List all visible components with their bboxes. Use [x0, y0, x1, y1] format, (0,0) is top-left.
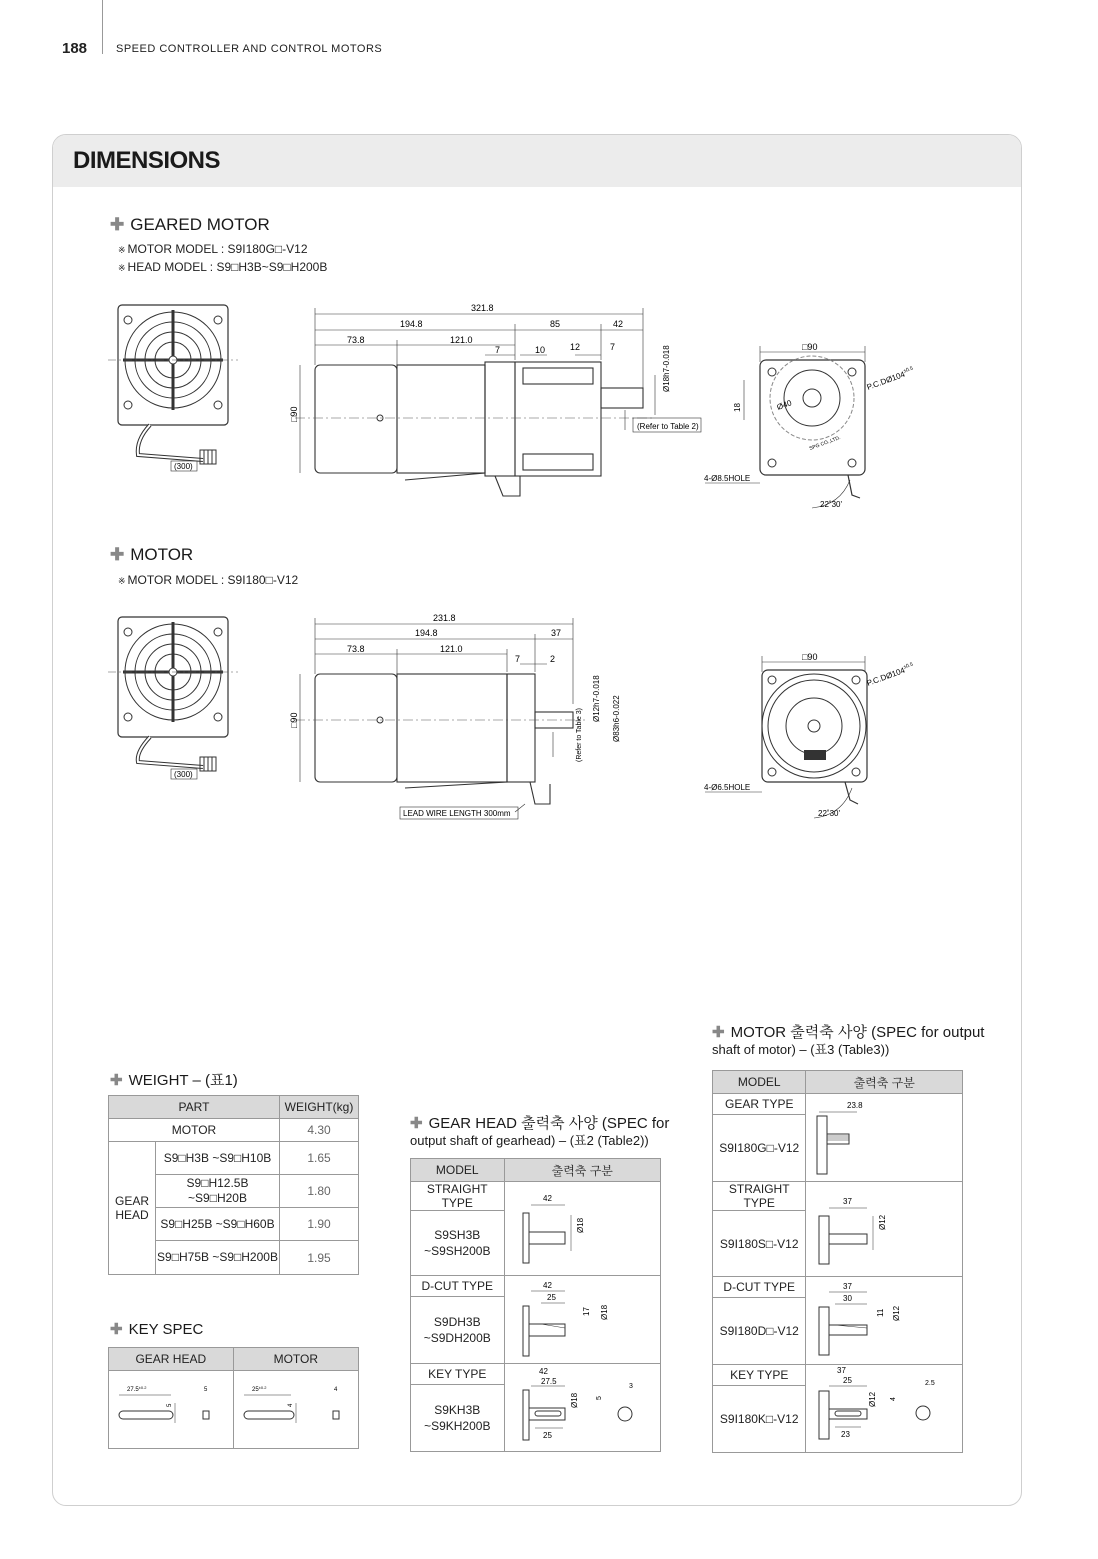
motor-dcut-len: 37	[843, 1282, 853, 1291]
motor-model-label: S9I180G□-V12	[713, 1115, 806, 1182]
gear-dcut-drawing-cell	[504, 1276, 660, 1364]
gear-dcut-flat: 25	[547, 1293, 557, 1302]
weight-heading: ✚ WEIGHT – (표1)	[110, 1072, 238, 1089]
key-col-motor: MOTOR	[233, 1348, 358, 1371]
motor-dim-body: □90	[289, 712, 299, 728]
running-title: SPEED CONTROLLER AND CONTROL MOTORS	[116, 43, 383, 55]
geared-dim-85: 85	[550, 319, 561, 329]
geared-dim-121: 121.0	[450, 335, 473, 345]
gear-type-label: STRAIGHT TYPE	[411, 1182, 505, 1211]
key-spec-heading: ✚ KEY SPEC	[110, 1321, 204, 1338]
key-col-gear-head: GEAR HEAD	[109, 1348, 234, 1371]
motor-dim-73: 73.8	[347, 644, 365, 654]
weight-value-cell: 1.80	[280, 1175, 359, 1208]
gear-dcut-flat-depth: 17	[582, 1307, 592, 1316]
gear-type-label: D-CUT TYPE	[411, 1276, 505, 1297]
geared-dim-40: Ø40	[775, 398, 793, 412]
gear-model-label: S9SH3B ~S9SH200B	[411, 1211, 505, 1276]
weight-value-cell: 1.95	[280, 1241, 359, 1275]
geared-back-view-drawing	[108, 300, 238, 475]
panel-header	[53, 135, 1021, 187]
motor-dim-2: 2	[550, 654, 556, 664]
geared-dim-18: 18	[733, 403, 742, 412]
motor-straight-drawing	[809, 1186, 959, 1270]
motor-dim-pilot: Ø83h6-0.022	[612, 695, 621, 742]
motor-model: MOTOR MODEL : S9I180□-V12	[127, 573, 299, 587]
motor-dim-194: 194.8	[415, 628, 438, 638]
geared-dim-angle: 22˚30'	[820, 500, 842, 509]
gear-model-label: S9DH3B ~S9DH200B	[411, 1297, 505, 1364]
motor-key-key-length: 23	[841, 1430, 851, 1439]
weight-table	[108, 1095, 359, 1275]
motor-type-label: GEAR TYPE	[713, 1094, 806, 1115]
geared-dim-7a: 7	[495, 345, 501, 355]
plus-icon: ✚	[110, 1072, 123, 1089]
motor-gear-len: 23.8	[847, 1101, 863, 1110]
key-motor-length: $25^{\pm 0.2}$	[251, 1385, 267, 1393]
key-gear-height: 5	[166, 1403, 173, 1407]
motor-dcut-flat-depth: 11	[876, 1308, 886, 1317]
gear-key-dia: Ø18	[570, 1392, 580, 1408]
gear-key-slot: 27.5	[541, 1377, 557, 1386]
motor-key-dia: Ø12	[868, 1391, 878, 1407]
motor-model-label: S9I180D□-V12	[713, 1298, 806, 1365]
geared-dim-pcd: $P.C.DØ104^{\pm 0.5}$	[865, 365, 914, 392]
gear-straight-len: 42	[543, 1194, 553, 1203]
motor-dcut-drawing	[809, 1277, 959, 1361]
motor-model-label: S9I180S□-V12	[713, 1211, 806, 1277]
plus-icon: ✚	[410, 1115, 423, 1132]
gear-col-shaft: 출력축 구분	[504, 1159, 660, 1182]
key-motor-height: 4	[287, 1403, 294, 1407]
motor-model-note: ※ MOTOR MODEL : S9I180□-V12	[118, 573, 299, 587]
key-gear-width: 5	[203, 1387, 208, 1393]
gear-straight-drawing	[507, 1185, 657, 1269]
motor-dcut-dia: Ø12	[892, 1305, 902, 1321]
weight-col-part: PART	[109, 1096, 280, 1119]
weight-model-cell: S9□H3B ~S9□H10B	[156, 1142, 280, 1175]
geared-dim-7b: 7	[610, 342, 616, 352]
key-spec-table	[108, 1347, 359, 1449]
motor-key-drawing-cell	[806, 1365, 963, 1453]
weight-model-cell: S9□H75B ~S9□H200B	[156, 1241, 280, 1275]
gear-shaft-heading: ✚ GEAR HEAD 출력축 사양 (SPEC for output shaft of gearhead) – (표2 (Table2))	[410, 1115, 670, 1148]
motor-shaft-table	[712, 1070, 963, 1453]
gear-key-len: 42	[539, 1367, 549, 1376]
motor-dim-hole: 4-Ø6.5HOLE	[704, 783, 751, 792]
motor-straight-drawing-cell	[806, 1182, 963, 1277]
gear-model-label: S9KH3B ~S9KH200B	[411, 1385, 505, 1452]
key-gear-drawing	[111, 1373, 231, 1443]
key-motor-drawing	[236, 1373, 356, 1443]
gear-shaft-table	[410, 1158, 661, 1452]
geared-dim-12: 12	[570, 342, 581, 352]
geared-dim-total: 321.8	[471, 303, 494, 313]
key-motor-width: 4	[333, 1387, 338, 1393]
weight-motor-value: 4.30	[280, 1119, 359, 1142]
motor-cable-label: (300)	[174, 770, 193, 779]
motor-model-label: S9I180K□-V12	[713, 1386, 806, 1453]
geared-dim-body: □90	[289, 406, 299, 422]
motor-col-shaft: 출력축 구분	[806, 1071, 963, 1094]
panel-title: DIMENSIONS	[73, 147, 221, 174]
geared-motor-heading: ✚ GEARED MOTOR	[110, 215, 270, 234]
motor-type-label: KEY TYPE	[713, 1365, 806, 1386]
motor-key-depth: 2.5	[925, 1380, 935, 1387]
geared-dim-73: 73.8	[347, 335, 365, 345]
geared-maker-mark: SPG CO.,LTD.	[808, 435, 842, 452]
motor-dim-7: 7	[515, 654, 521, 664]
motor-refer-note: (Refer to Table 3)	[576, 708, 583, 762]
geared-dim-42: 42	[613, 319, 624, 329]
motor-straight-dia: Ø12	[878, 1214, 888, 1230]
motor-type-label: STRAIGHT TYPE	[713, 1182, 806, 1211]
key-motor-drawing-cell	[233, 1371, 358, 1449]
geared-refer-note: (Refer to Table 2)	[637, 422, 699, 431]
geared-dim-hole: 4-Ø8.5HOLE	[704, 474, 751, 483]
motor-back-view-drawing	[108, 612, 238, 787]
motor-dcut-flat: 30	[843, 1294, 853, 1303]
header-divider	[102, 0, 103, 54]
plus-icon: ✚	[110, 215, 125, 234]
motor-heading: ✚ MOTOR	[110, 545, 194, 564]
motor-dim-37: 37	[551, 628, 562, 638]
gear-type-label: KEY TYPE	[411, 1364, 505, 1385]
motor-front-view-drawing	[700, 650, 930, 830]
weight-motor-label: MOTOR	[109, 1119, 280, 1142]
weight-col-weight: WEIGHT(kg)	[280, 1096, 359, 1119]
gear-dcut-drawing	[507, 1276, 657, 1360]
weight-value-cell: 1.65	[280, 1142, 359, 1175]
motor-side-view-drawing	[285, 612, 645, 822]
gear-key-drawing-cell	[504, 1364, 660, 1452]
motor-gear-drawing	[809, 1094, 959, 1178]
geared-dim-shaft: Ø18h7-0.018	[662, 345, 671, 392]
plus-icon: ✚	[110, 1321, 123, 1338]
geared-head-model: HEAD MODEL : S9□H3B~S9□H200B	[127, 260, 328, 274]
motor-dcut-drawing-cell	[806, 1277, 963, 1365]
weight-value-cell: 1.90	[280, 1208, 359, 1241]
geared-front-view-drawing	[700, 340, 930, 515]
motor-dim-pcd: $P.C.DØ104^{\pm 0.5}$	[865, 661, 914, 688]
key-gear-drawing-cell	[109, 1371, 234, 1449]
key-gear-length: $27.5^{\pm 0.2}$	[126, 1385, 147, 1393]
geared-cable-label: (300)	[174, 462, 193, 471]
plus-icon: ✚	[110, 545, 125, 564]
motor-key-height: 4	[890, 1397, 898, 1401]
page-number: 188	[62, 40, 88, 57]
motor-key-drawing	[809, 1365, 959, 1449]
geared-motor-model: MOTOR MODEL : S9I180G□-V12	[127, 242, 308, 256]
motor-dim-121: 121.0	[440, 644, 463, 654]
gear-key-height: 5	[596, 1396, 604, 1400]
motor-lead-wire-note: LEAD WIRE LENGTH 300mm	[403, 809, 511, 818]
motor-dim-angle: 22˚30'	[818, 809, 840, 818]
geared-dim-10: 10	[535, 345, 546, 355]
gear-key-key-length: 25	[543, 1431, 553, 1440]
geared-dim-194: 194.8	[400, 319, 423, 329]
gear-straight-dia: Ø18	[576, 1217, 586, 1233]
plus-icon: ✚	[712, 1024, 725, 1041]
weight-model-cell: S9□H25B ~S9□H60B	[156, 1208, 280, 1241]
motor-type-label: D-CUT TYPE	[713, 1277, 806, 1298]
geared-dim-flange: □90	[802, 342, 818, 352]
gear-straight-drawing-cell	[504, 1182, 660, 1276]
gear-col-model: MODEL	[411, 1159, 505, 1182]
motor-col-model: MODEL	[713, 1071, 806, 1094]
geared-model-notes: ※ MOTOR MODEL : S9I180G□-V12 ※ HEAD MODEL : S9□H3B~S9□H200B	[118, 242, 328, 274]
motor-straight-len: 37	[843, 1196, 853, 1206]
motor-dim-shaft: Ø12h7-0.018	[592, 675, 601, 722]
motor-key-slot: 25	[843, 1376, 853, 1385]
motor-gear-drawing-cell	[806, 1094, 963, 1182]
gear-dcut-len: 42	[543, 1281, 553, 1290]
motor-dim-total: 231.8	[433, 613, 456, 623]
motor-shaft-heading: ✚ MOTOR 출력축 사양 (SPEC for output shaft of motor) – (표3 (Table3))	[712, 1024, 985, 1057]
weight-gear-head-label: GEAR HEAD	[109, 1142, 156, 1275]
geared-side-view-drawing	[285, 300, 710, 510]
gear-key-drawing	[507, 1364, 657, 1448]
gear-dcut-dia: Ø18	[600, 1304, 610, 1320]
weight-model-cell: S9□H12.5B ~S9□H20B	[156, 1175, 280, 1208]
motor-key-len: 37	[837, 1366, 847, 1375]
gear-key-depth: 3	[629, 1383, 634, 1390]
motor-dim-flange: □90	[802, 652, 818, 662]
